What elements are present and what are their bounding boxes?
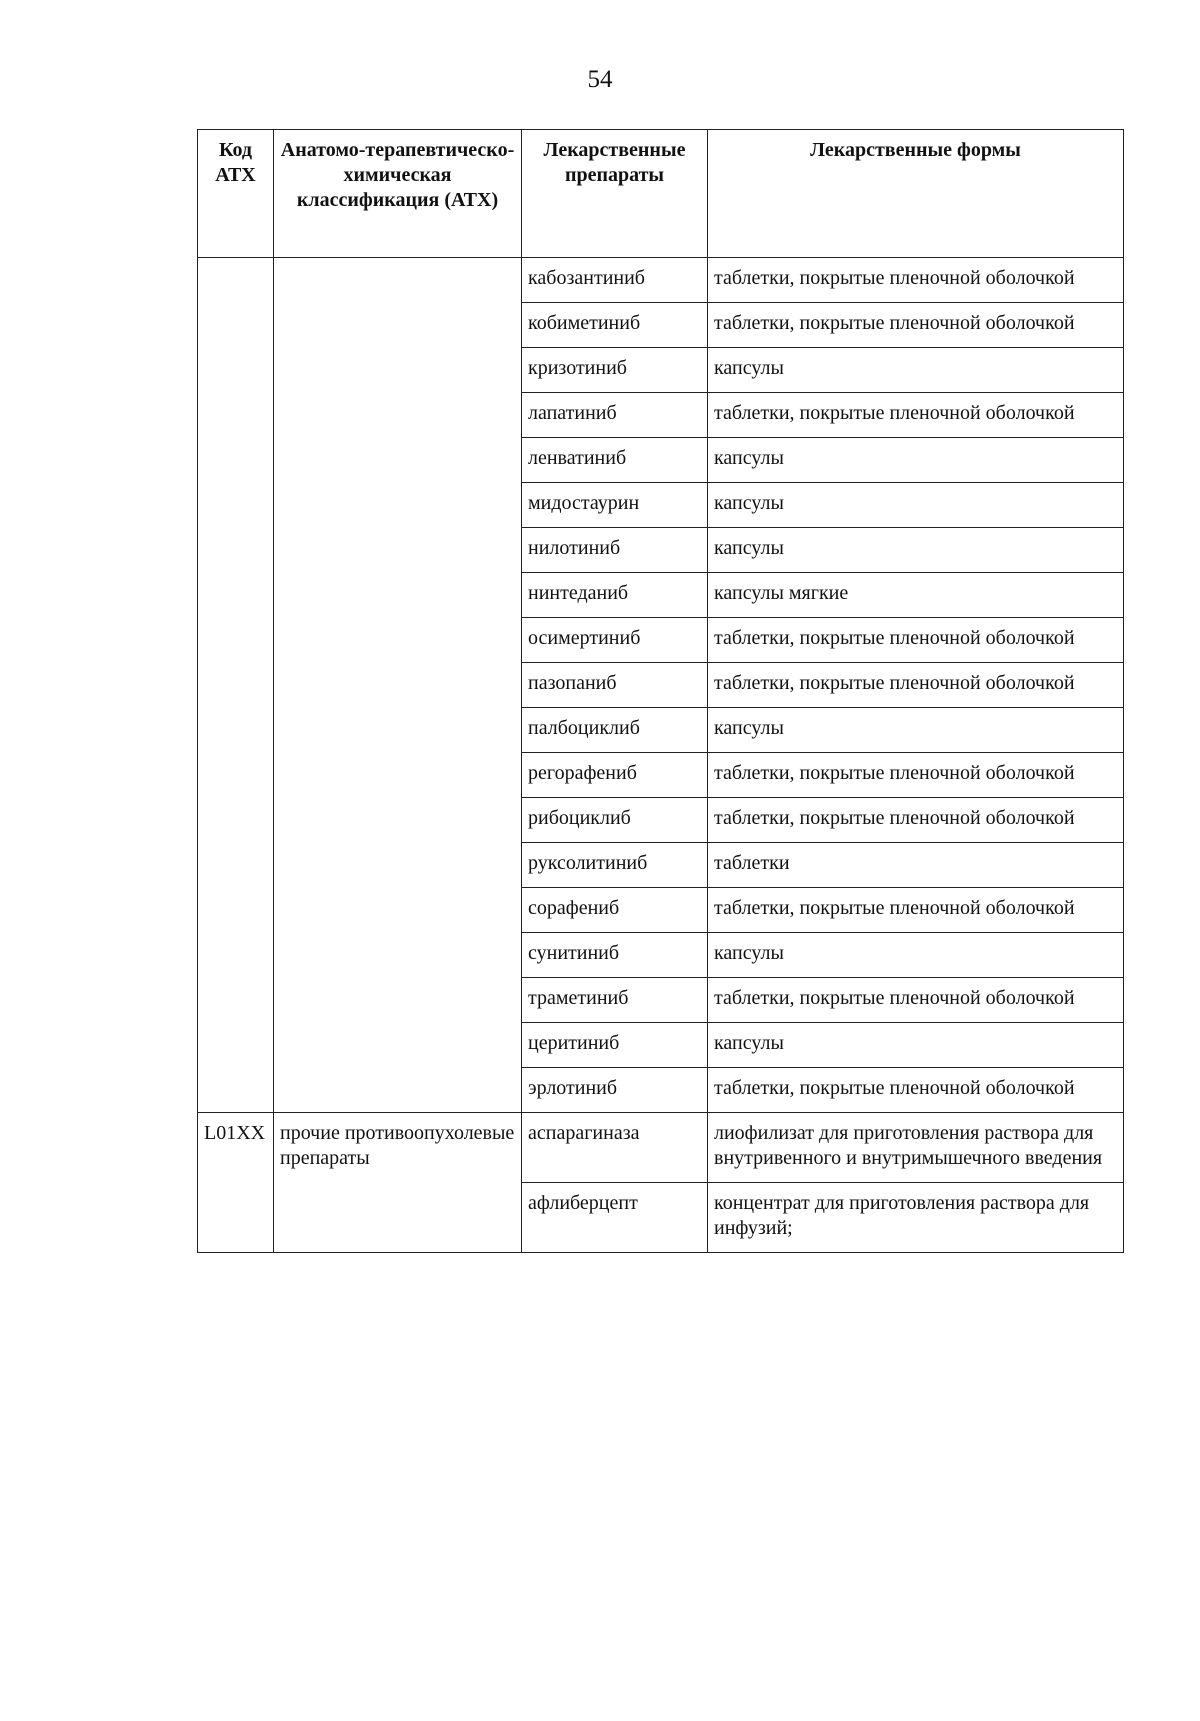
dosage-form-cell: таблетки, покрытые пленочной оболочкой xyxy=(708,663,1124,708)
atx-code-cell: L01XX xyxy=(198,1113,274,1253)
drug-name-cell: нилотиниб xyxy=(522,528,708,573)
dosage-form-cell: таблетки, покрытые пленочной оболочкой xyxy=(708,1068,1124,1113)
table-body xyxy=(198,258,1124,1253)
dosage-form-cell: таблетки, покрытые пленочной оболочкой xyxy=(708,618,1124,663)
table-row xyxy=(198,258,1124,303)
drug-name-cell: кабозантиниб xyxy=(522,258,708,303)
dosage-form-cell: таблетки xyxy=(708,843,1124,888)
dosage-form-cell: таблетки, покрытые пленочной оболочкой xyxy=(708,888,1124,933)
dosage-form-cell: таблетки, покрытые пленочной оболочкой xyxy=(708,753,1124,798)
dosage-form-cell: лиофилизат для приготовления раствора для внутривенного и внутримышечного введения xyxy=(708,1113,1124,1183)
dosage-form-cell: капсулы xyxy=(708,708,1124,753)
atx-code-cell xyxy=(198,258,274,1113)
drug-name-cell: регорафениб xyxy=(522,753,708,798)
header-forms: Лекарственные формы xyxy=(708,130,1124,258)
dosage-form-cell: капсулы xyxy=(708,528,1124,573)
header-code: Код АТХ xyxy=(198,130,274,258)
drug-name-cell: нинтеданиб xyxy=(522,573,708,618)
dosage-form-cell: капсулы xyxy=(708,348,1124,393)
atx-classification-cell xyxy=(274,258,522,1113)
drug-name-cell: афлиберцепт xyxy=(522,1183,708,1253)
dosage-form-cell: таблетки, покрытые пленочной оболочкой xyxy=(708,798,1124,843)
atx-drug-table xyxy=(197,129,1124,1253)
drug-name-cell: осимертиниб xyxy=(522,618,708,663)
dosage-form-cell: капсулы xyxy=(708,1023,1124,1068)
drug-name-cell: пазопаниб xyxy=(522,663,708,708)
drug-name-cell: мидостаурин xyxy=(522,483,708,528)
drug-name-cell: ленватиниб xyxy=(522,438,708,483)
page-number: 54 xyxy=(587,66,613,93)
drug-name-cell: лапатиниб xyxy=(522,393,708,438)
dosage-form-cell: капсулы xyxy=(708,933,1124,978)
header-classification: Анатомо-терапевтическо-химическая классификация (АТХ) xyxy=(274,130,522,258)
dosage-form-cell: капсулы xyxy=(708,438,1124,483)
dosage-form-cell: таблетки, покрытые пленочной оболочкой xyxy=(708,303,1124,348)
drug-name-cell: эрлотиниб xyxy=(522,1068,708,1113)
drug-name-cell: руксолитиниб xyxy=(522,843,708,888)
drug-name-cell: сунитиниб xyxy=(522,933,708,978)
drug-name-cell: сорафениб xyxy=(522,888,708,933)
table-row xyxy=(198,1113,1124,1183)
dosage-form-cell: концентрат для приготовления раствора для инфузий; xyxy=(708,1183,1124,1253)
drug-name-cell: аспарагиназа xyxy=(522,1113,708,1183)
dosage-form-cell: таблетки, покрытые пленочной оболочкой xyxy=(708,978,1124,1023)
atx-classification-cell: прочие противоопухолевые препараты xyxy=(274,1113,522,1253)
drug-name-cell: траметиниб xyxy=(522,978,708,1023)
dosage-form-cell: капсулы мягкие xyxy=(708,573,1124,618)
drug-name-cell: палбоциклиб xyxy=(522,708,708,753)
drug-name-cell: кобиметиниб xyxy=(522,303,708,348)
dosage-form-cell: таблетки, покрытые пленочной оболочкой xyxy=(708,393,1124,438)
drug-name-cell: кризотиниб xyxy=(522,348,708,393)
dosage-form-cell: таблетки, покрытые пленочной оболочкой xyxy=(708,258,1124,303)
table-header-row xyxy=(198,130,1124,258)
drug-name-cell: рибоциклиб xyxy=(522,798,708,843)
header-drugs: Лекарственные препараты xyxy=(522,130,708,258)
drug-name-cell: церитиниб xyxy=(522,1023,708,1068)
dosage-form-cell: капсулы xyxy=(708,483,1124,528)
